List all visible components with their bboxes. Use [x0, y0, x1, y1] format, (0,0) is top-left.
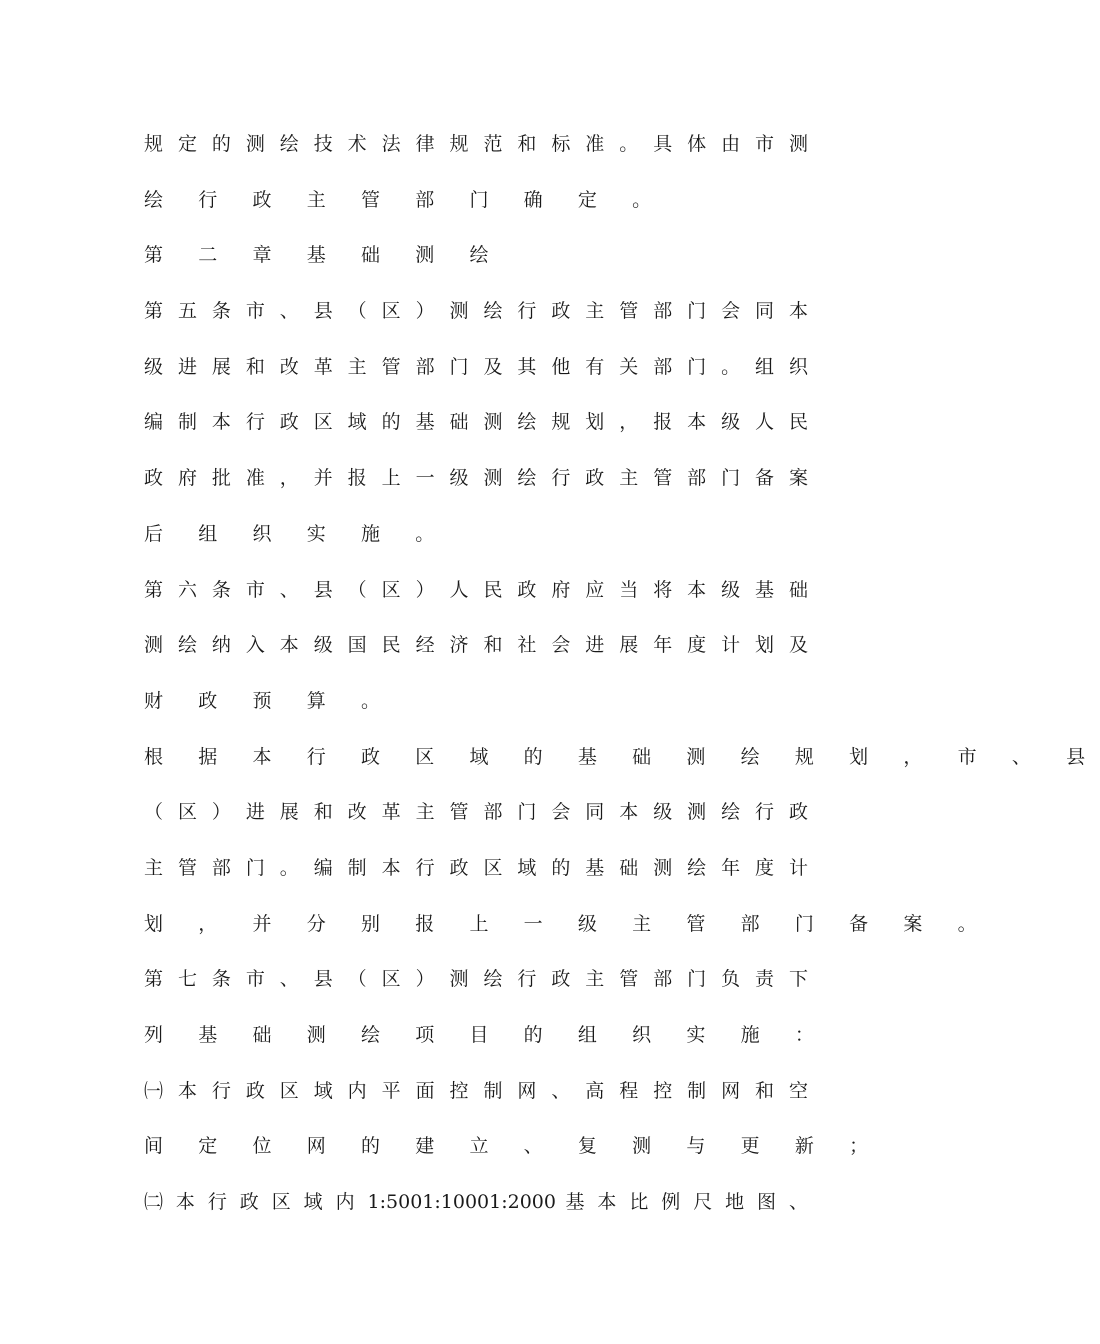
- text-line: 第 五 条 市 、 县 （ 区 ） 测 绘 行 政 主 管 部 门 会 同 本: [144, 300, 808, 323]
- text-line: 绘 行 政 主 管 部 门 确 定 。: [144, 188, 666, 211]
- text-line: （ 区 ） 进 展 和 改 革 主 管 部 门 会 同 本 级 测 绘 行 政: [144, 801, 808, 824]
- text-line: 测 绘 纳 入 本 级 国 民 经 济 和 社 会 进 展 年 度 计 划 及: [144, 634, 808, 657]
- text-line: 间 定 位 网 的 建 立 、 复 测 与 更 新 ；: [144, 1135, 883, 1158]
- text-line: 规 定 的 测 绘 技 术 法 律 规 范 和 标 准 。 具 体 由 市 测: [144, 133, 808, 155]
- text-line: 后 组 织 实 施 。: [144, 522, 449, 545]
- text-line: 第 七 条 市 、 县 （ 区 ） 测 绘 行 政 主 管 部 门 负 责 下: [144, 968, 808, 991]
- text-line: 列 基 础 测 绘 项 目 的 组 织 实 施 ：: [144, 1024, 829, 1046]
- text-line: 财 政 预 算 。: [144, 689, 395, 712]
- text-line: 主 管 部 门 。 编 制 本 行 政 区 域 的 基 础 测 绘 年 度 计: [144, 856, 808, 879]
- text-line: 划 ， 并 分 别 报 上 一 级 主 管 部 门 备 案 。: [144, 912, 992, 935]
- text-line: 编 制 本 行 政 区 域 的 基 础 测 绘 规 划 ， 报 本 级 人 民: [144, 411, 808, 434]
- text-line: 根 据 本 行 政 区 域 的 基 础 测 绘 规 划 ， 市 、 县: [144, 745, 1100, 768]
- text-line: ㈠ 本 行 政 区 域 内 平 面 控 制 网 、 高 程 控 制 网 和 空: [144, 1079, 808, 1102]
- text-line: 级 进 展 和 改 革 主 管 部 门 及 其 他 有 关 部 门 。 组 织: [144, 355, 808, 378]
- text-line: 政 府 批 准 ， 并 报 上 一 级 测 绘 行 政 主 管 部 门 备 案: [144, 467, 808, 490]
- text-line: ㈡ 本 行 政 区 域 内 1:5001:10001:2000 基 本 比 例 尺 地 图 、: [144, 1191, 808, 1214]
- document-body: [144, 117, 1100, 1231]
- text-line: 第 六 条 市 、 县 （ 区 ） 人 民 政 府 应 当 将 本 级 基 础: [144, 578, 808, 601]
- chapter-heading: 第 二 章 基 础 测 绘: [144, 244, 504, 267]
